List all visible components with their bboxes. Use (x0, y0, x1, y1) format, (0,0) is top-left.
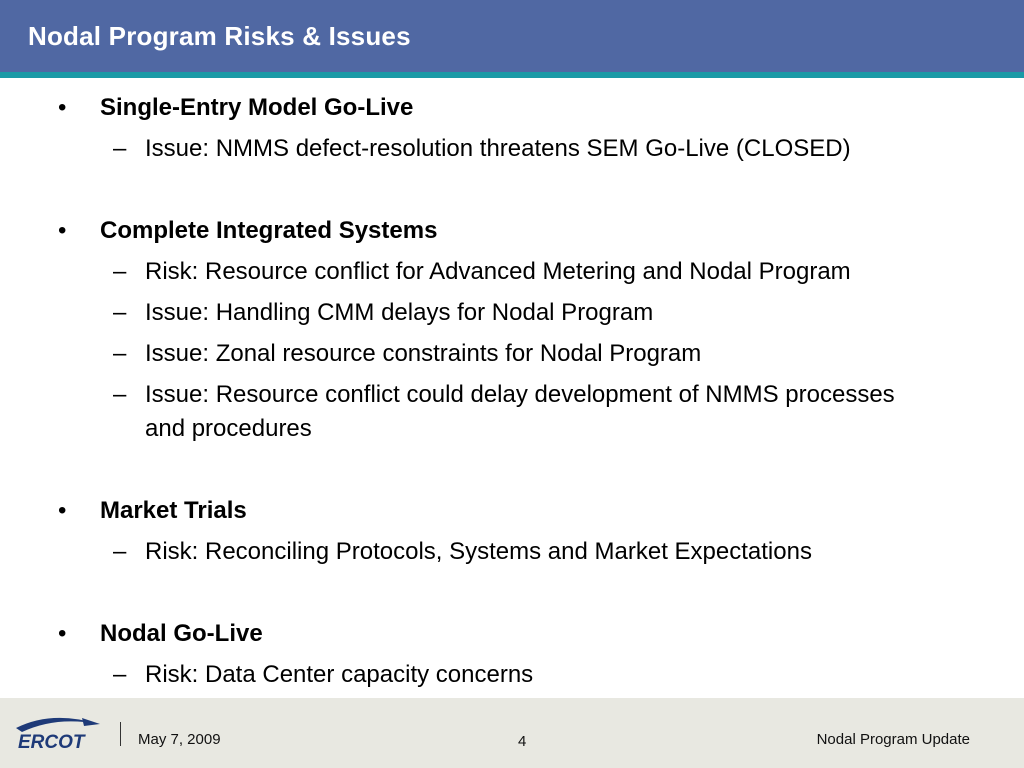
section-single-entry (0, 92, 1024, 166)
heading-text: Market Trials (100, 497, 247, 524)
sub-bullet (0, 296, 1024, 330)
dash-icon: – (113, 135, 127, 162)
bullet-icon: • (58, 497, 67, 524)
logo-wordmark: ERCOT (18, 732, 85, 753)
sub-bullet-text: Risk: Reconciling Protocols, Systems and Market Expectations (145, 538, 812, 565)
slide-title: Nodal Program Risks & Issues (28, 21, 411, 51)
bullet-heading (0, 495, 1024, 527)
dash-icon: – (113, 538, 127, 565)
sub-bullet (0, 132, 1024, 166)
dash-icon: – (113, 299, 127, 326)
footer-presentation-title: Nodal Program Update (816, 731, 970, 748)
bullet-heading (0, 618, 1024, 650)
section-nodal-go-live (0, 618, 1024, 692)
dash-icon: – (113, 381, 127, 408)
bullet-icon: • (58, 94, 67, 121)
sub-bullet-text: Issue: Resource conflict could delay development of NMMS processes and procedures (145, 381, 895, 442)
sub-bullet (0, 255, 1024, 289)
sub-bullet-text: Issue: Handling CMM delays for Nodal Program (145, 299, 654, 326)
heading-text: Nodal Go-Live (100, 620, 263, 647)
sub-bullet (0, 535, 1024, 569)
dash-icon: – (113, 340, 127, 367)
bullet-icon: • (58, 620, 67, 647)
sub-bullet-text: Issue: NMMS defect-resolution threatens SEM Go-Live (CLOSED) (145, 135, 851, 162)
section-market-trials (0, 495, 1024, 569)
sub-bullet-text: Risk: Data Center capacity concerns (145, 661, 534, 688)
heading-text: Single-Entry Model Go-Live (100, 94, 414, 121)
heading-text: Complete Integrated Systems (100, 217, 438, 244)
ercot-logo-icon (12, 712, 102, 754)
page-number: 4 (518, 733, 527, 750)
dash-icon: – (113, 258, 127, 285)
footer-date: May 7, 2009 (138, 731, 221, 748)
dash-icon: – (113, 661, 127, 688)
sub-bullet (0, 658, 1024, 692)
sub-bullet-text: Issue: Zonal resource constraints for Nodal Program (145, 340, 702, 367)
sub-bullet (0, 378, 930, 446)
footer-separator (120, 722, 121, 746)
section-integrated-systems (0, 215, 1024, 446)
sub-bullet (0, 337, 1024, 371)
bullet-heading (0, 92, 1024, 124)
bullet-heading (0, 215, 1024, 247)
bullet-icon: • (58, 217, 67, 244)
sub-bullet-text: Risk: Resource conflict for Advanced Metering and Nodal Program (145, 258, 851, 285)
